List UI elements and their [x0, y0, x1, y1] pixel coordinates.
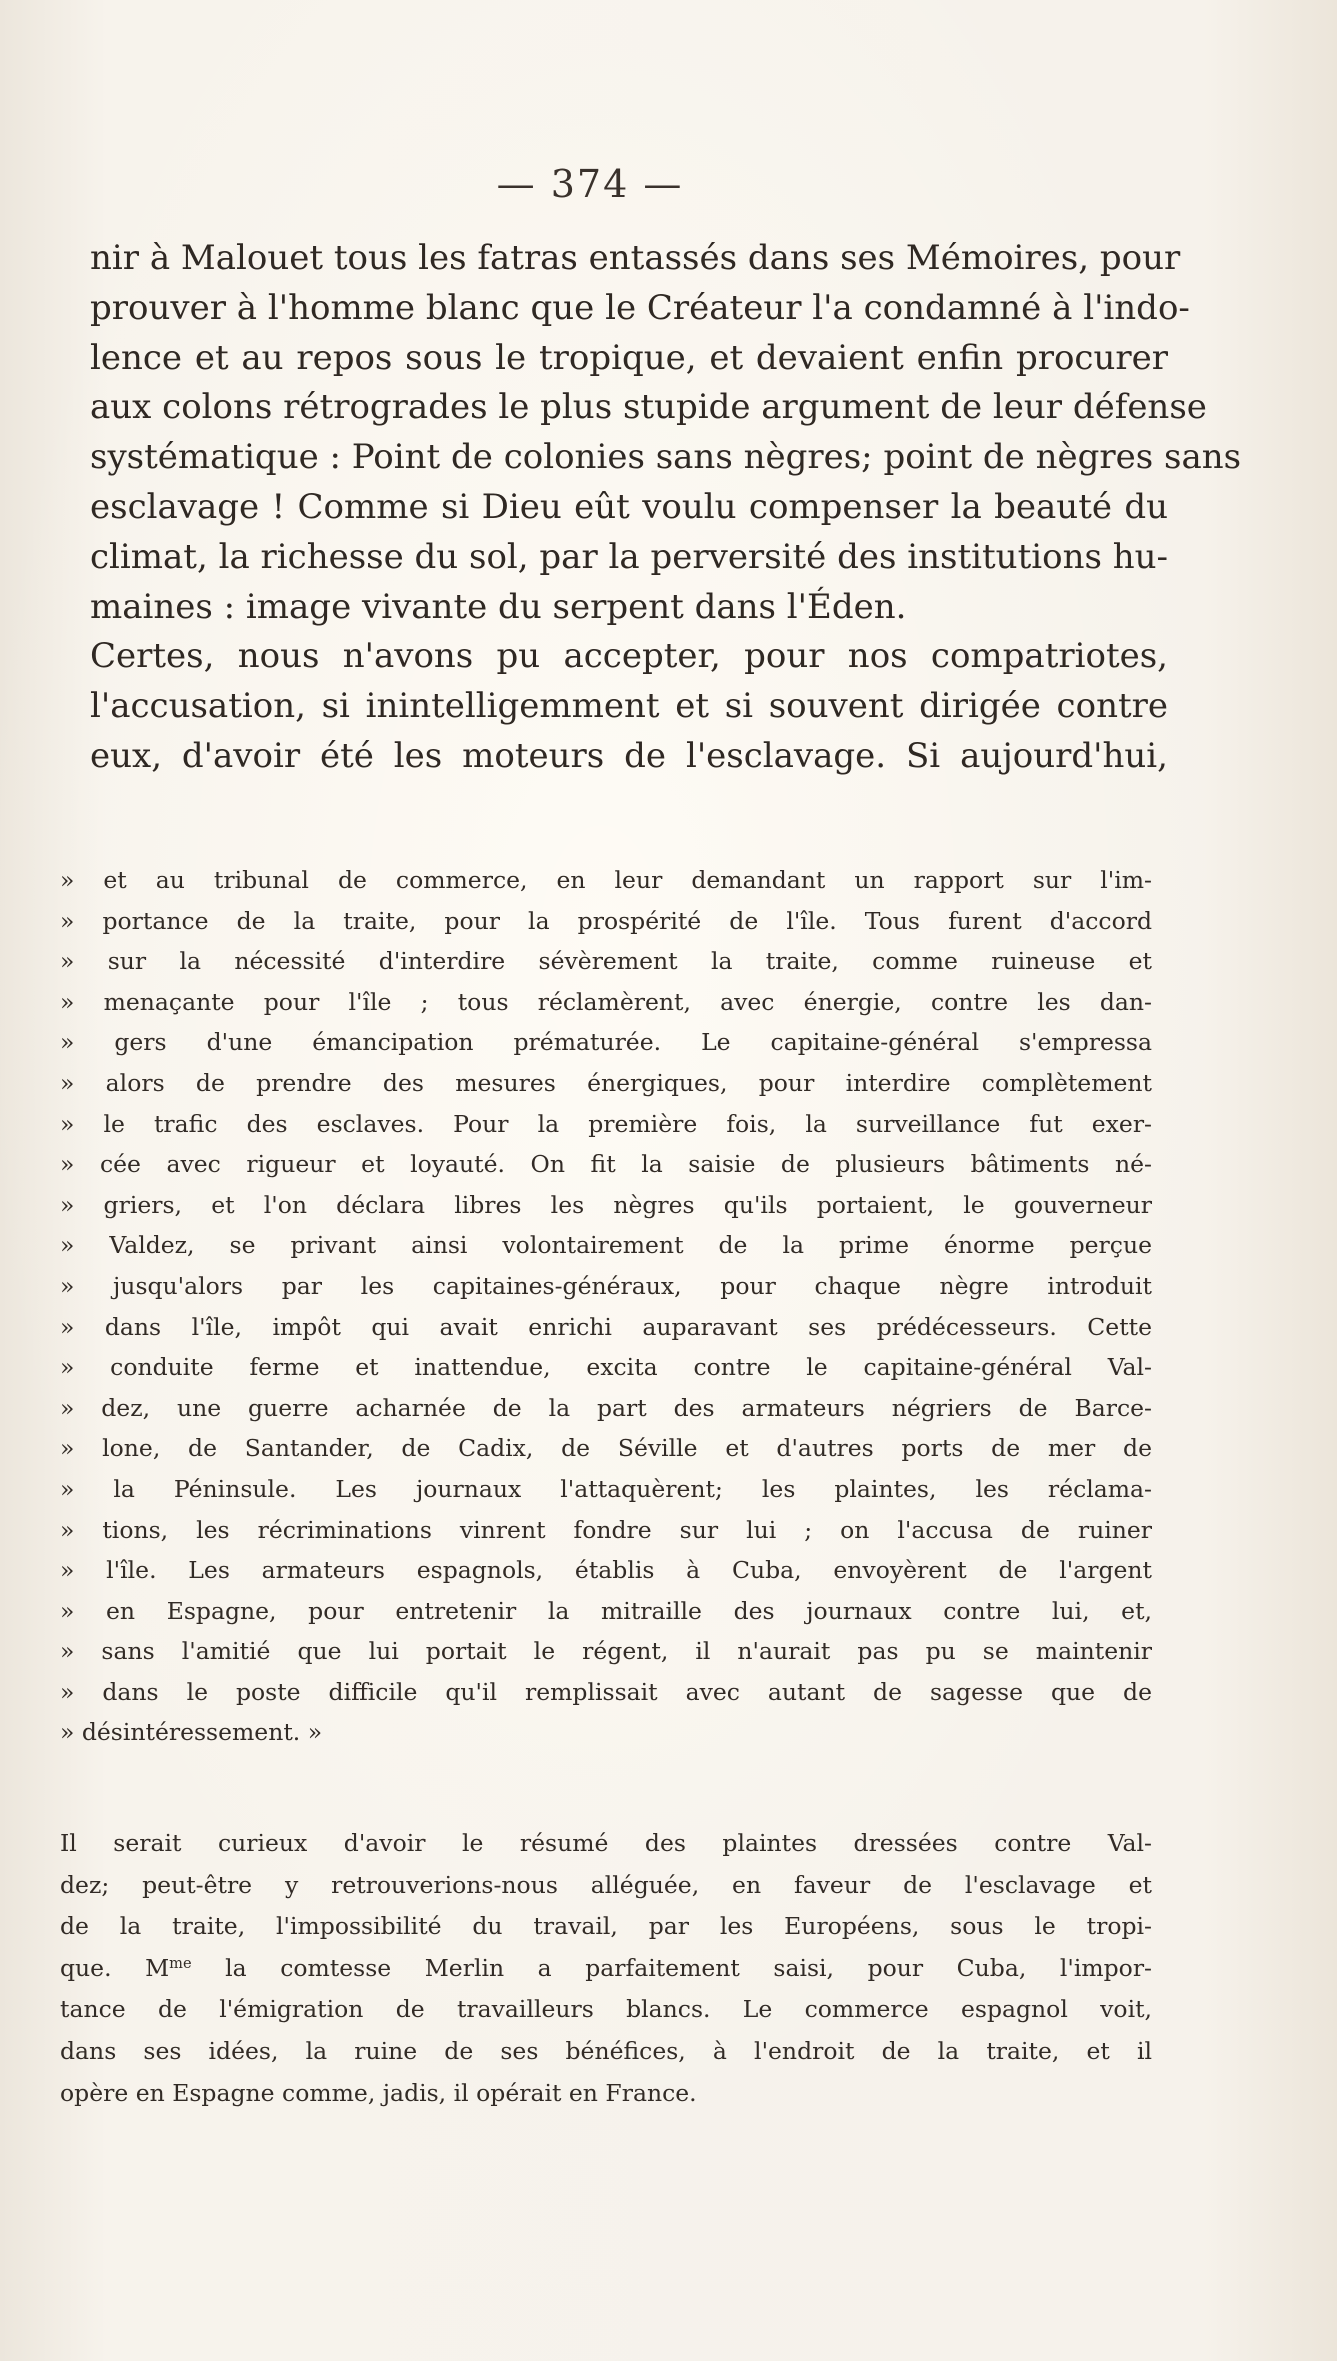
text-line: aux colons rétrogrades le plus stupide argument de leur défense	[90, 387, 1207, 428]
superscript: me	[169, 1954, 192, 1972]
text-line: climat, la richesse du sol, par la perversité des institutions hu-	[90, 536, 1169, 577]
quote-line: » désintéressement. »	[60, 1718, 323, 1747]
quote-line: » Valdez, se privant ainsi volontairement de la prime énorme perçue	[60, 1231, 1152, 1260]
quote-line: » menaçante pour l'île ; tous réclamèrent, avec énergie, contre les dan-	[60, 987, 1152, 1016]
tail-line: dans ses idées, la ruine de ses bénéfices, à l'endroit de la traite, et il	[60, 2036, 1152, 2065]
closing-paragraph	[60, 1823, 1152, 2114]
quoted-passage	[60, 860, 1152, 1753]
quote-line: » et au tribunal de commerce, en leur demandant un rapport sur l'im-	[60, 866, 1152, 894]
text-line: Certes, nous n'avons pu accepter, pour nos compatriotes,	[90, 636, 1168, 677]
quote-line: » dez, une guerre acharnée de la part des armateurs négriers de Barce-	[60, 1393, 1152, 1422]
text-line: l'accusation, si inintelligemment et si souvent dirigée contre	[90, 686, 1168, 727]
quote-line: » griers, et l'on déclara libres les nègres qu'ils portaient, le gouverneur	[60, 1190, 1152, 1219]
text-line: esclavage ! Comme si Dieu eût voulu compenser la beauté du	[90, 486, 1168, 527]
quote-line: » sans l'amitié que lui portait le régent, il n'aurait pas pu se maintenir	[60, 1637, 1152, 1666]
quote-line: » conduite ferme et inattendue, excita contre le capitaine-général Val-	[60, 1353, 1152, 1382]
tail-text: que. M	[60, 1953, 170, 1982]
tail-line: dez; peut-être y retrouverions-nous alléguée, en faveur de l'esclavage et	[60, 1870, 1152, 1899]
text-line: lence et au repos sous le tropique, et devaient enfin procurer	[90, 337, 1168, 378]
tail-line: tance de l'émigration de travailleurs blancs. Le commerce espagnol voit,	[60, 1995, 1152, 2024]
text-line: maines : image vivante du serpent dans l'Éden.	[90, 586, 907, 627]
tail-line: Il serait curieux d'avoir le résumé des plaintes dressées contre Val-	[60, 1829, 1152, 1857]
main-paragraph	[90, 234, 1242, 782]
tail-text: la comtesse Merlin a parfaitement saisi, pour Cuba, l'impor-	[191, 1953, 1152, 1982]
text-line: eux, d'avoir été les moteurs de l'esclavage. Si aujourd'hui,	[90, 735, 1168, 776]
quote-line: » cée avec rigueur et loyauté. On fit la saisie de plusieurs bâtiments né-	[60, 1150, 1152, 1179]
text-line: systématique : Point de colonies sans nègres; point de nègres sans	[90, 437, 1242, 478]
quote-line: » le trafic des esclaves. Pour la première fois, la surveillance fut exer-	[60, 1109, 1152, 1138]
quote-line: » gers d'une émancipation prématurée. Le capitaine-général s'empressa	[60, 1028, 1152, 1057]
quote-line: » jusqu'alors par les capitaines-généraux, pour chaque nègre introduit	[60, 1271, 1152, 1300]
quote-line: » alors de prendre des mesures énergiques, pour interdire complètement	[60, 1068, 1152, 1097]
page-number: — 374 —	[496, 162, 684, 206]
quote-line: » dans le poste difficile qu'il remplissait avec autant de sagesse que de	[60, 1677, 1152, 1706]
quote-line: » la Péninsule. Les journaux l'attaquèrent; les plaintes, les réclama-	[60, 1474, 1152, 1503]
quote-line: » l'île. Les armateurs espagnols, établis à Cuba, envoyèrent de l'argent	[60, 1556, 1152, 1585]
quote-line: » lone, de Santander, de Cadix, de Séville et d'autres ports de mer de	[60, 1434, 1152, 1463]
text-line: nir à Malouet tous les fatras entassés dans ses Mémoires, pour	[90, 238, 1181, 278]
tail-line: opère en Espagne comme, jadis, il opérait en France.	[60, 2078, 697, 2107]
quote-line: » en Espagne, pour entretenir la mitraille des journaux contre lui, et,	[60, 1596, 1152, 1625]
tail-line: de la traite, l'impossibilité du travail, par les Européens, sous le tropi-	[60, 1912, 1152, 1941]
tail-line	[60, 1948, 1152, 1990]
quote-line: » tions, les récriminations vinrent fondre sur lui ; on l'accusa de ruiner	[60, 1515, 1152, 1544]
text-line: prouver à l'homme blanc que le Créateur l'a condamné à l'indo-	[90, 287, 1190, 328]
quote-line: » portance de la traite, pour la prospérité de l'île. Tous furent d'accord	[60, 906, 1152, 935]
quote-line: » sur la nécessité d'interdire sévèrement la traite, comme ruineuse et	[60, 947, 1152, 976]
quote-line: » dans l'île, impôt qui avait enrichi auparavant ses prédécesseurs. Cette	[60, 1312, 1152, 1341]
